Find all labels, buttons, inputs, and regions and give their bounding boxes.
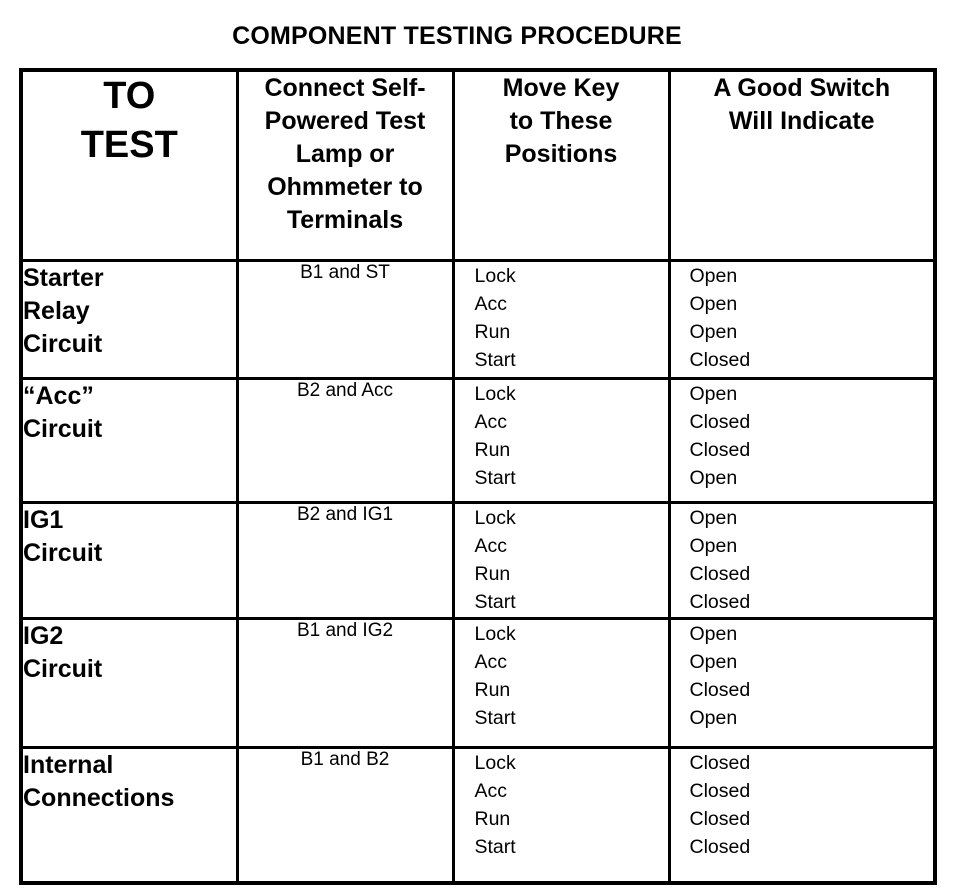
switch-result: Closed [689, 751, 751, 774]
header-text-line: Ohmmeter to [267, 173, 423, 201]
results-cell [669, 378, 935, 502]
key-position: Start [474, 590, 516, 613]
circuit-label-line: Relay [23, 296, 90, 325]
switch-result: Open [689, 706, 738, 729]
terminals-cell: B1 and IG2 [237, 618, 453, 747]
key-position: Lock [474, 506, 516, 529]
circuit-label-line: Circuit [23, 414, 103, 443]
key-position: Run [474, 320, 511, 343]
circuit-label-line: Connections [23, 783, 175, 812]
switch-result: Open [689, 382, 738, 405]
circuit-label-line: “Acc” [23, 381, 94, 410]
switch-result: Open [689, 292, 738, 315]
circuit-label-line: Circuit [23, 538, 103, 567]
page-title: COMPONENT TESTING PROCEDURE [232, 22, 682, 50]
circuit-label [21, 260, 237, 378]
switch-result: Closed [689, 438, 751, 461]
switch-result: Closed [689, 348, 751, 371]
component-testing-table [19, 68, 937, 885]
switch-result: Open [689, 534, 738, 557]
table-row [21, 618, 935, 747]
key-position: Run [474, 807, 511, 830]
circuit-label-line: IG2 [23, 621, 64, 650]
results-cell [669, 618, 935, 747]
switch-result: Open [689, 650, 738, 673]
results-cell [669, 502, 935, 618]
switch-result: Closed [689, 410, 751, 433]
switch-result: Closed [689, 590, 751, 613]
header-text-line: TO [103, 75, 156, 117]
header-text-line: Powered Test [264, 107, 426, 135]
switch-result: Open [689, 622, 738, 645]
header-text-line: Will Indicate [728, 107, 875, 135]
switch-result: Closed [689, 562, 751, 585]
positions-cell [453, 747, 669, 883]
circuit-label-line: Internal [23, 750, 114, 779]
switch-result: Closed [689, 678, 751, 701]
circuit-label [21, 378, 237, 502]
terminals-cell: B1 and ST [237, 260, 453, 378]
key-position: Run [474, 562, 511, 585]
circuit-label [21, 502, 237, 618]
circuit-label-line: Circuit [23, 329, 103, 358]
circuit-label-line: IG1 [23, 505, 64, 534]
key-position: Acc [474, 410, 508, 433]
key-position: Lock [474, 622, 516, 645]
header-text-line: TEST [80, 124, 178, 166]
results-cell [669, 747, 935, 883]
table-row [21, 747, 935, 883]
switch-result: Closed [689, 807, 751, 830]
switch-result: Open [689, 264, 738, 287]
key-position: Start [474, 835, 516, 858]
switch-result: Open [689, 506, 738, 529]
header-terminals [237, 70, 453, 260]
table-row [21, 502, 935, 618]
terminals-cell: B2 and Acc [237, 378, 453, 502]
header-text-line: A Good Switch [713, 74, 891, 102]
switch-result: Open [689, 320, 738, 343]
key-position: Start [474, 706, 516, 729]
header-text-line: Move Key [502, 74, 620, 102]
results-cell [669, 260, 935, 378]
positions-cell [453, 260, 669, 378]
header-text-line: Positions [504, 140, 618, 168]
key-position: Acc [474, 534, 508, 557]
header-to-test [21, 70, 237, 260]
key-position: Acc [474, 650, 508, 673]
positions-cell [453, 378, 669, 502]
circuit-label-line: Starter [23, 263, 104, 292]
header-indicate [669, 70, 935, 260]
key-position: Lock [474, 264, 516, 287]
terminals-cell: B1 and B2 [237, 747, 453, 883]
header-text-line: to These [509, 107, 613, 135]
header-text-line: Connect Self- [264, 74, 426, 102]
circuit-label [21, 618, 237, 747]
table-row [21, 260, 935, 378]
table-row [21, 378, 935, 502]
header-positions [453, 70, 669, 260]
switch-result: Open [689, 466, 738, 489]
switch-result: Closed [689, 835, 751, 858]
key-position: Start [474, 466, 516, 489]
key-position: Run [474, 438, 511, 461]
header-text-line: Terminals [286, 206, 404, 234]
circuit-label [21, 747, 237, 883]
key-position: Lock [474, 751, 516, 774]
positions-cell [453, 618, 669, 747]
switch-result: Closed [689, 779, 751, 802]
header-text-line: Lamp or [295, 140, 395, 168]
key-position: Start [474, 348, 516, 371]
key-position: Acc [474, 779, 508, 802]
terminals-cell: B2 and IG1 [237, 502, 453, 618]
positions-cell [453, 502, 669, 618]
key-position: Run [474, 678, 511, 701]
circuit-label-line: Circuit [23, 654, 103, 683]
key-position: Acc [474, 292, 508, 315]
key-position: Lock [474, 382, 516, 405]
table-header-row [21, 70, 935, 260]
